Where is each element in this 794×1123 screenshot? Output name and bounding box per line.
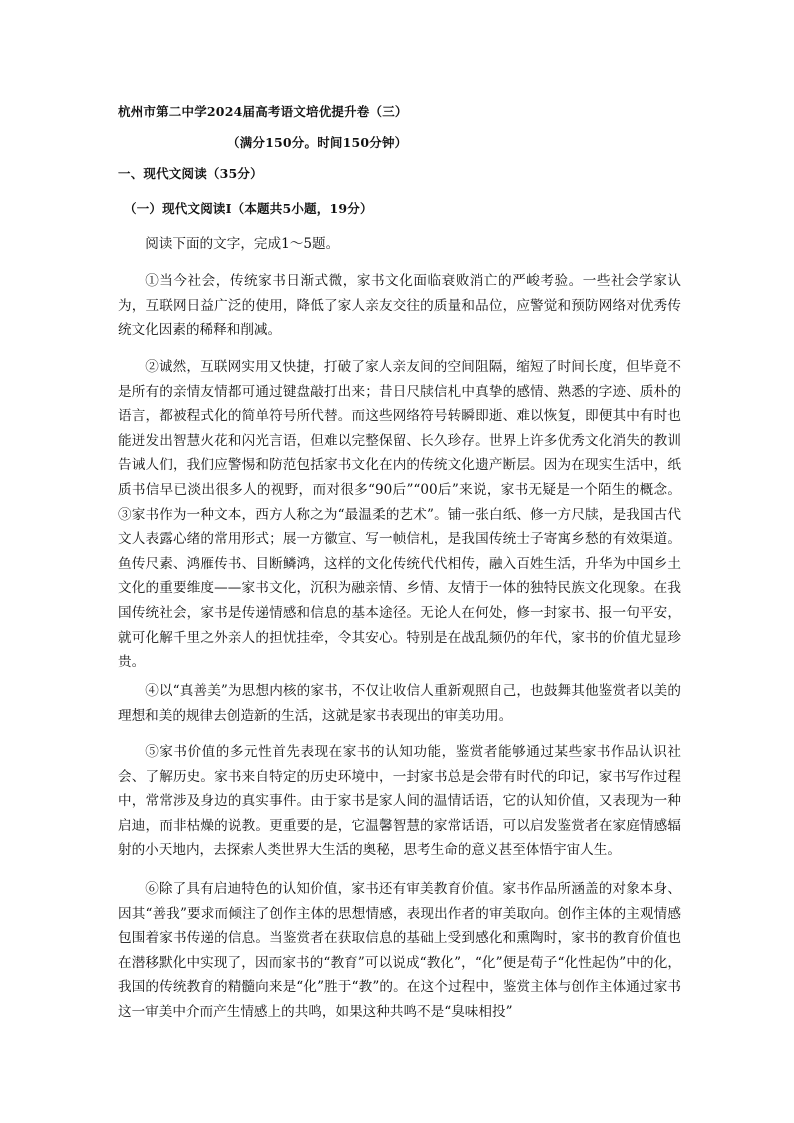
exam-title: 杭州市第二中学2024届高考语文培优提升卷（三） (118, 104, 408, 119)
subsection-heading: （一）现代文阅读Ⅰ（本题共5小题，19分） (124, 201, 373, 216)
exam-subtitle: （满分150分。时间150分钟） (227, 135, 408, 150)
paragraph-2: ②诚然，互联网实用又快捷，打破了家人亲友间的空间阻隔，缩短了时间长度，但毕竟不是所有的亲情友情都可通过键盘敲打出来；昔日尺牍信札中真挚的感情、熟悉的字迹、质朴的语言，都被程式化的简单符号所代替。而这些网络符号转瞬即逝、难以恢复，即便其中有时也能迸发出智慧火花和闪光言语，但难以完整保留、长久珍存。世界上许多优秀文化消失的教训告诫人们，我们应警惕和防范包括家书文化在内的传统文化遗产断层。因为在现实生活中，纸质书信早已淡出很多人的视野，而对很多“90后”“00后”来说，家书无疑是一个陌生的概念。③家书作为一种文本，西方人称之为“最温柔的艺术”。铺一张白纸、修一方尺牍，是我国古代文人表露心绪的常用形式；展一方徽宣、写一帧信札，是我国传统士子寄寓乡愁的有效渠道。鱼传尺素、鸿雁传书、目断鳞鸿，这样的文化传统代代相传，融入百姓生活，升华为中国乡土文化的重要维度——家书文化，沉积为融亲情、乡情、友情于一体的独特民族文化现象。在我国传统社会，家书是传递情感和信息的基本途径。无论人在何处，修一封家书、报一句平安，就可化解千里之外亲人的担忧挂牵，令其安心。特别是在战乱频仍的年代，家书的价值尤显珍贵。 (118, 359, 681, 671)
reading-instruction: 阅读下面的文字，完成1～5题。 (145, 236, 340, 252)
paragraph-6: ⑥除了具有启迪特色的认知价值，家书还有审美教育价值。家书作品所涵盖的对象本身、因其“善我”要求而倾注了创作主体的思想情感，表现出作者的审美取向。创作主体的主观情感包围着家书传递的信息。当鉴赏者在获取信息的基础上受到感化和熏陶时，家书的教育价值也在潜移默化中实现了，因而家书的“教育”可以说成“教化”，“化”便是荀子“化性起伪”中的化，我国的传统教育的精髓向来是“化”胜于“教”的。在这个过程中，鉴赏主体与创作主体通过家书这一审美中介而产生情感上的共鸣，如果这种共鸣不是“臭味相投” (118, 881, 681, 1020)
paragraph-5: ⑤家书价值的多元性首先表现在家书的认知功能，鉴赏者能够通过某些家书作品认识社会、了解历史。家书来自特定的历史环境中，一封家书总是会带有时代的印记，家书写作过程中，常常涉及身边的真实事件。由于家书是家人间的温情话语，它的认知价值，又表现为一种启迪，而非枯燥的说教。更重要的是，它温馨智慧的家常话语，可以启发鉴赏者在家庭情感辐射的小天地内，去探索人类世界大生活的奥秘，思考生命的意义甚至体悟宇宙人生。 (118, 744, 681, 859)
paragraph-1: ①当今社会，传统家书日渐式微，家书文化面临衰败消亡的严峻考验。一些社会学家认为，互联网日益广泛的使用，降低了家人亲友交往的质量和品位，应警觉和预防网络对优秀传统文化因素的稀释和削减。 (118, 273, 681, 339)
section-heading: 一、现代文阅读（35分） (118, 166, 263, 181)
paragraph-4: ④以“真善美”为思想内核的家书，不仅让收信人重新观照自己，也鼓舞其他鉴赏者以美的理想和美的规律去创造新的生活，这就是家书表现出的审美功用。 (118, 683, 681, 724)
